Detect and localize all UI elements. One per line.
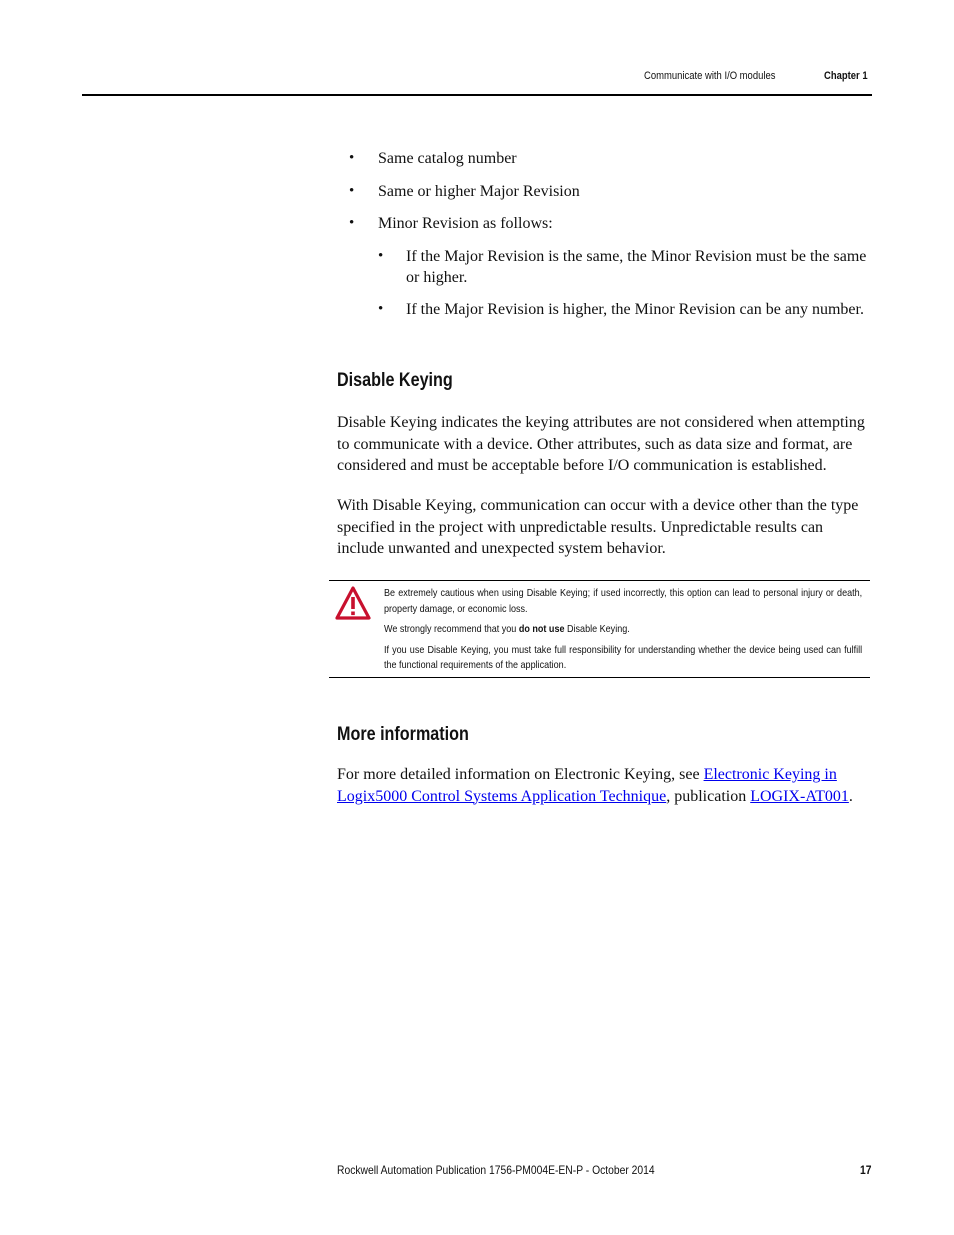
running-header-chapter: Chapter 1 bbox=[824, 70, 868, 82]
sublist-item-text: If the Major Revision is higher, the Minor Revision can be any number. bbox=[406, 300, 864, 318]
footer-publication: Rockwell Automation Publication 1756-PM004E-EN-P - October 2014 bbox=[337, 1163, 655, 1177]
more-info-text-middle: , publication bbox=[666, 787, 751, 805]
warning-line-2 bbox=[384, 622, 862, 638]
minor-revision-sublist bbox=[378, 246, 877, 321]
logix-at001-link[interactable]: LOGIX-AT001 bbox=[750, 787, 849, 805]
disable-keying-paragraph-2: With Disable Keying, communication can occur with a device other than the type specified in the project with unpredictable results. Unpredictable results can include unwanted and unexpected system behavior. bbox=[337, 497, 859, 557]
warning-emphasis: do not use bbox=[518, 623, 565, 635]
warning-line-2-end: Disable Keying. bbox=[564, 623, 630, 635]
list-item-text: Same or higher Major Revision bbox=[378, 182, 580, 200]
more-information-paragraph bbox=[337, 764, 873, 807]
warning-line-3: If you use Disable Keying, you must take full responsibility for understanding whether the device being used can fulfill the functional requirements of the application. bbox=[384, 643, 863, 671]
running-header-section: Communicate with I/O modules bbox=[644, 70, 776, 82]
list-item-text: Same catalog number bbox=[378, 150, 517, 167]
sublist-item bbox=[378, 246, 877, 289]
list-item bbox=[337, 181, 877, 203]
warning-box bbox=[329, 580, 870, 678]
requirements-list bbox=[337, 148, 877, 331]
more-info-text-end: . bbox=[848, 787, 853, 805]
warning-line-1: Be extremely cautious when using Disable Keying; if used incorrectly, this option can lead to personal injury or death, property damage, or economic loss. bbox=[384, 587, 863, 615]
electronic-keying-link[interactable]: Electronic Keying in Logix5000 Control Systems Application Technique bbox=[337, 766, 837, 805]
disable-keying-heading: Disable Keying bbox=[337, 370, 453, 391]
list-item bbox=[337, 213, 877, 320]
list-item bbox=[337, 148, 877, 170]
more-information-heading: More information bbox=[337, 724, 469, 745]
header-rule bbox=[82, 94, 872, 96]
disable-keying-paragraph-1: Disable Keying indicates the keying attributes are not considered when attempting to communicate with a device. Other attributes, such as data size and format, are considered and must be acceptable before I/O communication is established. bbox=[337, 414, 865, 474]
warning-text bbox=[384, 586, 862, 679]
sublist-item-text: If the Major Revision is the same, the Minor Revision must be the same or higher. bbox=[406, 247, 867, 286]
more-info-text-start: For more detailed information on Electronic Keying, see bbox=[337, 766, 704, 783]
list-item-text: Minor Revision as follows: bbox=[378, 215, 553, 232]
sublist-item bbox=[378, 299, 877, 321]
warning-line-2-start: We strongly recommend that you bbox=[384, 623, 519, 635]
warning-triangle-icon bbox=[335, 586, 371, 620]
footer-page-number: 17 bbox=[860, 1163, 872, 1177]
